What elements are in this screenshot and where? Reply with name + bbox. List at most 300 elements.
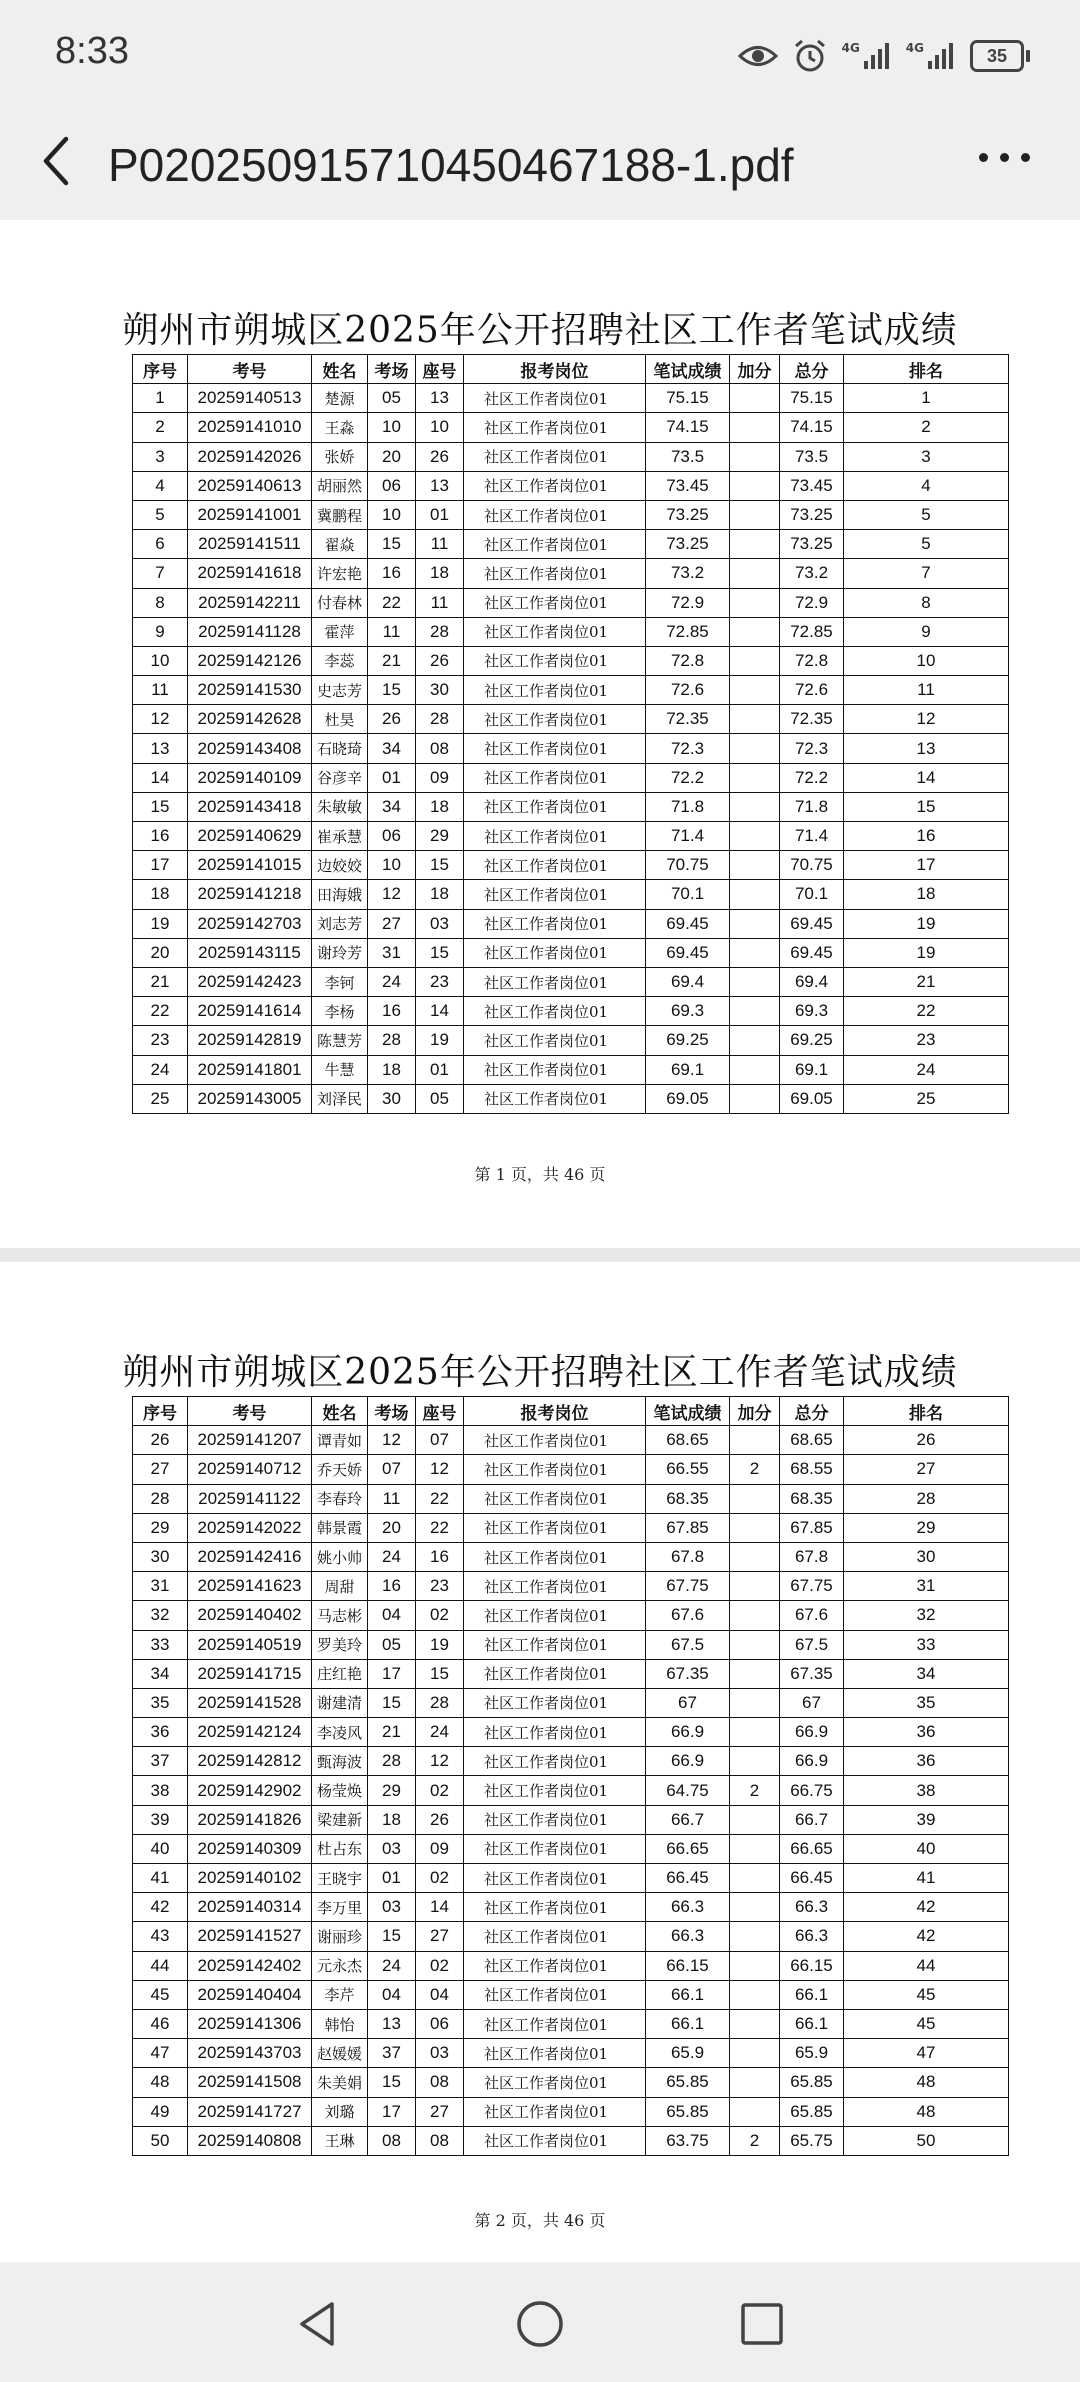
exam-room-cell: 10 [368,851,416,880]
table-row [133,763,1009,792]
applied-post-cell: 社区工作者岗位01 [464,1055,646,1084]
net-type-2: 4G [905,41,924,55]
bonus-points-cell [730,1513,780,1542]
exam-number-cell: 20259141511 [188,530,312,559]
score-table [132,354,1009,1114]
exam-room-cell: 30 [368,1084,416,1113]
bonus-points-cell [730,792,780,821]
row-number-cell: 41 [133,1864,188,1893]
candidate-name-cell: 胡丽然 [312,471,368,500]
column-header-exam-room: 考场 [368,1397,416,1426]
total-score-cell: 66.1 [780,2009,844,2038]
total-score-cell: 69.3 [780,997,844,1026]
rank-cell: 9 [844,617,1009,646]
row-number-cell: 42 [133,1893,188,1922]
written-score-cell: 66.7 [646,1805,730,1834]
seat-number-cell: 02 [416,1864,464,1893]
row-number-cell: 5 [133,500,188,529]
pdf-page-2 [0,1262,1080,2262]
bonus-points-cell [730,1747,780,1776]
applied-post-cell: 社区工作者岗位01 [464,1747,646,1776]
page-footer: 第 1 页，共 46 页 [474,1165,606,1184]
exam-room-cell: 21 [368,1718,416,1747]
row-number-cell: 29 [133,1513,188,1542]
exam-number-cell: 20259142124 [188,1718,312,1747]
bonus-points-cell [730,851,780,880]
seat-number-cell: 15 [416,851,464,880]
bonus-points-cell [730,822,780,851]
exam-room-cell: 13 [368,2009,416,2038]
rank-cell: 5 [844,500,1009,529]
rank-cell: 36 [844,1747,1009,1776]
table-row [133,1630,1009,1659]
rank-cell: 40 [844,1834,1009,1863]
table-row [133,705,1009,734]
table-row [133,1776,1009,1805]
rank-cell: 42 [844,1893,1009,1922]
signal-icon [842,41,892,71]
table-header [133,355,1009,384]
applied-post-cell: 社区工作者岗位01 [464,909,646,938]
exam-room-cell: 03 [368,1834,416,1863]
written-score-cell: 66.9 [646,1718,730,1747]
bonus-points-cell [730,1893,780,1922]
rank-cell: 26 [844,1426,1009,1455]
written-score-cell: 66.15 [646,1951,730,1980]
applied-post-cell: 社区工作者岗位01 [464,1542,646,1571]
rank-cell: 8 [844,588,1009,617]
table-header [133,1397,1009,1426]
eye-icon [738,41,778,71]
total-score-cell: 73.25 [780,500,844,529]
status-bar [0,0,1080,115]
candidate-name-cell: 李凌风 [312,1718,368,1747]
applied-post-cell: 社区工作者岗位01 [464,530,646,559]
seat-number-cell: 28 [416,617,464,646]
total-score-cell: 69.25 [780,1026,844,1055]
applied-post-cell: 社区工作者岗位01 [464,588,646,617]
written-score-cell: 67.6 [646,1601,730,1630]
exam-number-cell: 20259141207 [188,1426,312,1455]
page-footer: 第 2 页，共 46 页 [474,2211,606,2230]
applied-post-cell: 社区工作者岗位01 [464,442,646,471]
column-header-applied-post: 报考岗位 [464,355,646,384]
row-number-cell: 34 [133,1659,188,1688]
seat-number-cell: 01 [416,1055,464,1084]
table-row [133,1513,1009,1542]
exam-number-cell: 20259141727 [188,2097,312,2126]
row-number-cell: 18 [133,880,188,909]
table-row [133,384,1009,413]
candidate-name-cell: 王琳 [312,2126,368,2155]
document-title: 朔州市朔城区2025年公开招聘社区工作者笔试成绩 [122,1352,958,1393]
rank-cell: 38 [844,1776,1009,1805]
table-row [133,792,1009,821]
exam-room-cell: 15 [368,1922,416,1951]
total-score-cell: 67 [780,1688,844,1717]
net-type-1: 4G [841,41,860,55]
bonus-points-cell [730,997,780,1026]
bonus-points-cell [730,938,780,967]
written-score-cell: 63.75 [646,2126,730,2155]
candidate-name-cell: 王淼 [312,413,368,442]
status-time: 8:33 [55,30,129,72]
row-number-cell: 15 [133,792,188,821]
written-score-cell: 70.1 [646,880,730,909]
seat-number-cell: 02 [416,1776,464,1805]
written-score-cell: 71.4 [646,822,730,851]
exam-room-cell: 20 [368,442,416,471]
bonus-points-cell [730,967,780,996]
applied-post-cell: 社区工作者岗位01 [464,500,646,529]
back-icon[interactable] [36,131,76,191]
row-number-cell: 4 [133,471,188,500]
seat-number-cell: 22 [416,1513,464,1542]
column-header-exam-number: 考号 [188,355,312,384]
candidate-name-cell: 庄红艳 [312,1659,368,1688]
bonus-points-cell [730,442,780,471]
applied-post-cell: 社区工作者岗位01 [464,938,646,967]
candidate-name-cell: 马志彬 [312,1601,368,1630]
more-icon[interactable] [979,153,1030,162]
exam-number-cell: 20259143115 [188,938,312,967]
total-score-cell: 66.9 [780,1718,844,1747]
written-score-cell: 67.75 [646,1572,730,1601]
table-row [133,967,1009,996]
table-row [133,1084,1009,1113]
total-score-cell: 66.45 [780,1864,844,1893]
exam-number-cell: 20259142628 [188,705,312,734]
bonus-points-cell [730,530,780,559]
applied-post-cell: 社区工作者岗位01 [464,1659,646,1688]
table-row [133,1455,1009,1484]
rank-cell: 12 [844,705,1009,734]
candidate-name-cell: 甄海波 [312,1747,368,1776]
total-score-cell: 71.4 [780,822,844,851]
exam-number-cell: 20259142902 [188,1776,312,1805]
rank-cell: 44 [844,1951,1009,1980]
seat-number-cell: 09 [416,763,464,792]
exam-number-cell: 20259143418 [188,792,312,821]
exam-room-cell: 10 [368,413,416,442]
candidate-name-cell: 李春玲 [312,1484,368,1513]
candidate-name-cell: 刘璐 [312,2097,368,2126]
table-row [133,559,1009,588]
rank-cell: 48 [844,2097,1009,2126]
rank-cell: 21 [844,967,1009,996]
exam-room-cell: 15 [368,676,416,705]
total-score-cell: 73.45 [780,471,844,500]
battery-level: 35 [970,40,1024,72]
seat-number-cell: 02 [416,1601,464,1630]
table-row [133,1659,1009,1688]
nav-recents-icon[interactable] [732,2294,792,2354]
exam-room-cell: 16 [368,559,416,588]
exam-number-cell: 20259141801 [188,1055,312,1084]
written-score-cell: 69.25 [646,1026,730,1055]
candidate-name-cell: 刘志芳 [312,909,368,938]
written-score-cell: 69.3 [646,997,730,1026]
exam-number-cell: 20259141618 [188,559,312,588]
table-row [133,442,1009,471]
document-title: 朔州市朔城区2025年公开招聘社区工作者笔试成绩 [122,310,958,351]
nav-home-icon[interactable] [510,2294,570,2354]
column-header-written-score: 笔试成绩 [646,1397,730,1426]
applied-post-cell: 社区工作者岗位01 [464,559,646,588]
row-number-cell: 13 [133,734,188,763]
table-row [133,1805,1009,1834]
applied-post-cell: 社区工作者岗位01 [464,646,646,675]
exam-room-cell: 06 [368,471,416,500]
row-number-cell: 16 [133,822,188,851]
table-row [133,1572,1009,1601]
row-number-cell: 26 [133,1426,188,1455]
row-number-cell: 1 [133,384,188,413]
applied-post-cell: 社区工作者岗位01 [464,792,646,821]
table-row [133,1747,1009,1776]
seat-number-cell: 10 [416,413,464,442]
exam-number-cell: 20259141530 [188,676,312,705]
seat-number-cell: 27 [416,1922,464,1951]
candidate-name-cell: 韩怡 [312,2009,368,2038]
bonus-points-cell [730,1055,780,1084]
rank-cell: 13 [844,734,1009,763]
candidate-name-cell: 杜占东 [312,1834,368,1863]
total-score-cell: 67.35 [780,1659,844,1688]
candidate-name-cell: 楚源 [312,384,368,413]
exam-number-cell: 20259142126 [188,646,312,675]
written-score-cell: 69.45 [646,909,730,938]
applied-post-cell: 社区工作者岗位01 [464,1980,646,2009]
total-score-cell: 73.5 [780,442,844,471]
exam-number-cell: 20259141001 [188,500,312,529]
exam-room-cell: 21 [368,646,416,675]
candidate-name-cell: 边姣姣 [312,851,368,880]
bonus-points-cell [730,705,780,734]
written-score-cell: 66.1 [646,1980,730,2009]
exam-number-cell: 20259141508 [188,2068,312,2097]
table-row [133,851,1009,880]
table-row [133,1426,1009,1455]
written-score-cell: 73.25 [646,500,730,529]
exam-room-cell: 16 [368,997,416,1026]
exam-room-cell: 11 [368,1484,416,1513]
bonus-points-cell [730,646,780,675]
bonus-points-cell [730,2097,780,2126]
table-row [133,1542,1009,1571]
bonus-points-cell [730,2039,780,2068]
table-row [133,1922,1009,1951]
written-score-cell: 73.2 [646,559,730,588]
column-header-candidate-name: 姓名 [312,1397,368,1426]
rank-cell: 29 [844,1513,1009,1542]
rank-cell: 11 [844,676,1009,705]
table-row [133,2068,1009,2097]
seat-number-cell: 12 [416,1455,464,1484]
rank-cell: 10 [844,646,1009,675]
rank-cell: 17 [844,851,1009,880]
rank-cell: 5 [844,530,1009,559]
candidate-name-cell: 朱敏敏 [312,792,368,821]
exam-room-cell: 15 [368,2068,416,2097]
file-title: P020250915710450467188-1.pdf [108,139,794,191]
bonus-points-cell [730,588,780,617]
exam-room-cell: 17 [368,1659,416,1688]
bonus-points-cell [730,1572,780,1601]
table-row [133,1601,1009,1630]
column-header-row-number: 序号 [133,1397,188,1426]
total-score-cell: 72.8 [780,646,844,675]
bonus-points-cell [730,763,780,792]
total-score-cell: 73.2 [780,559,844,588]
exam-number-cell: 20259141010 [188,413,312,442]
bonus-points-cell [730,1630,780,1659]
candidate-name-cell: 付春林 [312,588,368,617]
rank-cell: 3 [844,442,1009,471]
exam-room-cell: 04 [368,1980,416,2009]
row-number-cell: 45 [133,1980,188,2009]
seat-number-cell: 28 [416,1688,464,1717]
bonus-points-cell: 2 [730,1455,780,1484]
applied-post-cell: 社区工作者岗位01 [464,1572,646,1601]
candidate-name-cell: 谢建清 [312,1688,368,1717]
applied-post-cell: 社区工作者岗位01 [464,1601,646,1630]
exam-number-cell: 20259140109 [188,763,312,792]
row-number-cell: 25 [133,1084,188,1113]
total-score-cell: 72.2 [780,763,844,792]
applied-post-cell: 社区工作者岗位01 [464,1834,646,1863]
row-number-cell: 21 [133,967,188,996]
written-score-cell: 66.9 [646,1747,730,1776]
alarm-icon [792,38,828,74]
exam-number-cell: 20259143703 [188,2039,312,2068]
bonus-points-cell [730,1484,780,1513]
column-header-written-score: 笔试成绩 [646,355,730,384]
seat-number-cell: 09 [416,1834,464,1863]
row-number-cell: 31 [133,1572,188,1601]
written-score-cell: 64.75 [646,1776,730,1805]
seat-number-cell: 06 [416,2009,464,2038]
column-header-rank: 排名 [844,1397,1009,1426]
rank-cell: 48 [844,2068,1009,2097]
applied-post-cell: 社区工作者岗位01 [464,1630,646,1659]
seat-number-cell: 03 [416,2039,464,2068]
seat-number-cell: 23 [416,967,464,996]
exam-room-cell: 28 [368,1747,416,1776]
written-score-cell: 68.65 [646,1426,730,1455]
rank-cell: 19 [844,938,1009,967]
table-row [133,909,1009,938]
seat-number-cell: 14 [416,997,464,1026]
seat-number-cell: 03 [416,909,464,938]
column-header-bonus-points: 加分 [730,355,780,384]
applied-post-cell: 社区工作者岗位01 [464,1426,646,1455]
exam-number-cell: 20259141527 [188,1922,312,1951]
exam-room-cell: 34 [368,734,416,763]
row-number-cell: 33 [133,1630,188,1659]
seat-number-cell: 15 [416,1659,464,1688]
applied-post-cell: 社区工作者岗位01 [464,384,646,413]
exam-number-cell: 20259143005 [188,1084,312,1113]
written-score-cell: 69.45 [646,938,730,967]
exam-room-cell: 24 [368,967,416,996]
seat-number-cell: 05 [416,1084,464,1113]
rank-cell: 31 [844,1572,1009,1601]
nav-back-icon[interactable] [290,2294,350,2354]
row-number-cell: 9 [133,617,188,646]
exam-room-cell: 18 [368,1055,416,1084]
table-row [133,676,1009,705]
rank-cell: 16 [844,822,1009,851]
row-number-cell: 27 [133,1455,188,1484]
column-header-row-number: 序号 [133,355,188,384]
applied-post-cell: 社区工作者岗位01 [464,1776,646,1805]
seat-number-cell: 18 [416,559,464,588]
candidate-name-cell: 韩景霞 [312,1513,368,1542]
table-row [133,413,1009,442]
written-score-cell: 71.8 [646,792,730,821]
written-score-cell: 73.25 [646,530,730,559]
applied-post-cell: 社区工作者岗位01 [464,1688,646,1717]
column-header-total-score: 总分 [780,1397,844,1426]
candidate-name-cell: 王晓宇 [312,1864,368,1893]
exam-number-cell: 20259140102 [188,1864,312,1893]
row-number-cell: 10 [133,646,188,675]
table-row [133,1980,1009,2009]
exam-room-cell: 07 [368,1455,416,1484]
exam-number-cell: 20259143408 [188,734,312,763]
total-score-cell: 69.1 [780,1055,844,1084]
exam-number-cell: 20259141623 [188,1572,312,1601]
total-score-cell: 65.85 [780,2097,844,2126]
exam-number-cell: 20259141218 [188,880,312,909]
exam-room-cell: 29 [368,1776,416,1805]
seat-number-cell: 26 [416,442,464,471]
rank-cell: 35 [844,1688,1009,1717]
rank-cell: 22 [844,997,1009,1026]
seat-number-cell: 19 [416,1630,464,1659]
exam-room-cell: 16 [368,1572,416,1601]
candidate-name-cell: 李芹 [312,1980,368,2009]
bonus-points-cell [730,1980,780,2009]
candidate-name-cell: 梁建新 [312,1805,368,1834]
row-number-cell: 17 [133,851,188,880]
bonus-points-cell [730,1864,780,1893]
bonus-points-cell [730,559,780,588]
written-score-cell: 65.9 [646,2039,730,2068]
total-score-cell: 66.3 [780,1922,844,1951]
candidate-name-cell: 田海娥 [312,880,368,909]
exam-number-cell: 20259142026 [188,442,312,471]
exam-room-cell: 01 [368,1864,416,1893]
row-number-cell: 38 [133,1776,188,1805]
total-score-cell: 70.75 [780,851,844,880]
column-header-exam-number: 考号 [188,1397,312,1426]
exam-number-cell: 20259140402 [188,1601,312,1630]
exam-room-cell: 24 [368,1951,416,1980]
exam-number-cell: 20259142022 [188,1513,312,1542]
bonus-points-cell [730,1922,780,1951]
bonus-points-cell [730,734,780,763]
row-number-cell: 22 [133,997,188,1026]
seat-number-cell: 04 [416,1980,464,2009]
row-number-cell: 39 [133,1805,188,1834]
exam-room-cell: 27 [368,909,416,938]
total-score-cell: 68.35 [780,1484,844,1513]
written-score-cell: 68.35 [646,1484,730,1513]
rank-cell: 47 [844,2039,1009,2068]
candidate-name-cell: 牛慧 [312,1055,368,1084]
